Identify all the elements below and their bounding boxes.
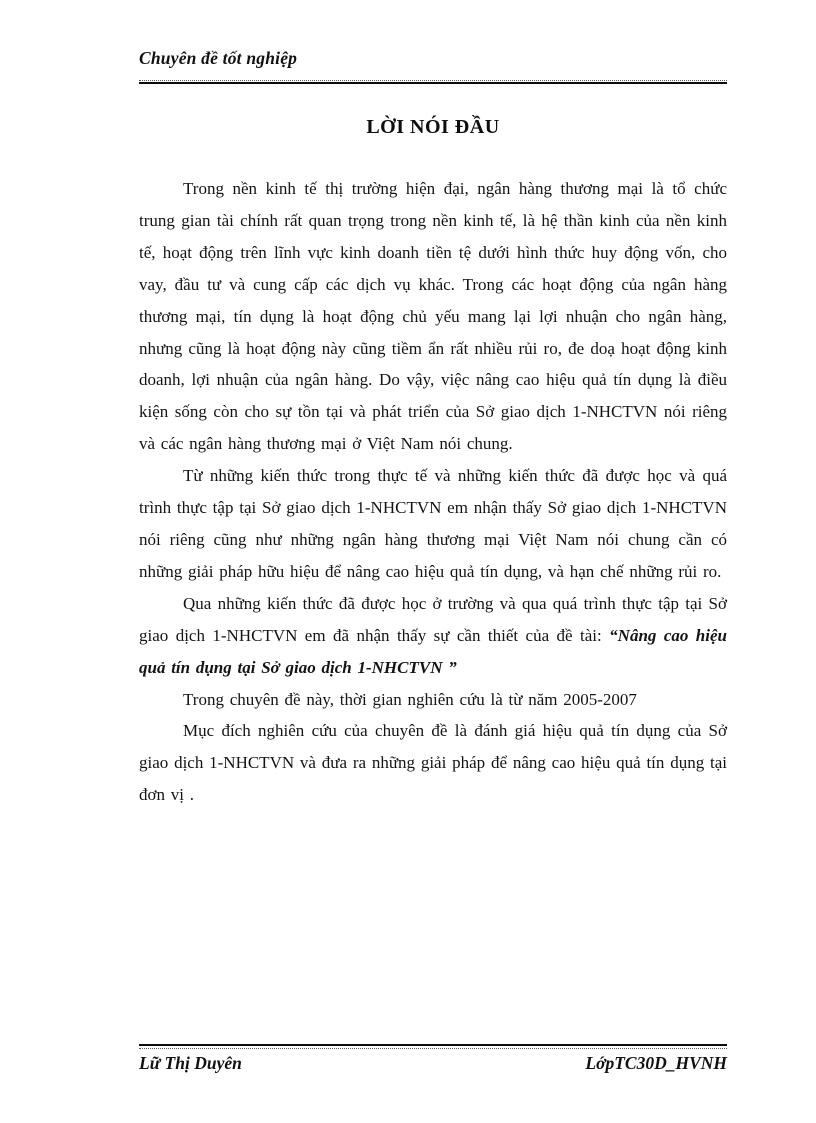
paragraph (139, 173, 727, 460)
paragraph-text: Qua những kiến thức đã được học ở trường và qua quá trình thực tập tại Sở giao dịch 1-NHCTVN em đã nhận thấy sự cần thiết của đề tài: (139, 593, 727, 645)
paragraph (139, 715, 727, 811)
header-rule (139, 80, 727, 84)
page-header (139, 48, 727, 84)
paragraph (139, 588, 727, 684)
document-title: LỜI NÓI ĐẦU (366, 116, 500, 138)
document-body (139, 173, 727, 811)
footer-author: Lữ Thị Duyên (139, 1053, 242, 1073)
paragraph-text: Trong nền kinh tế thị trường hiện đại, ngân hàng thương mại là tổ chức trung gian tài chính rất quan trọng trong nền kinh tế, là hệ thần kinh của nền kinh tế, hoạt động trên lĩnh vực kinh doanh tiền tệ dưới hình thức huy động vốn, cho vay, đầu tư và cung cấp các dịch vụ khác. Trong các hoạt động của ngân hàng thương mại, tín dụng là hoạt động chủ yếu mang lại lợi nhuận cho ngân hàng, nhưng cũng là hoạt động này cũng tiềm ẩn rất nhiều rủi ro, đe doạ hoạt động kinh doanh, lợi nhuận của ngân hàng. Do vậy, việc nâng cao hiệu quả tín dụng là điều kiện sống còn cho sự tồn tại và phát triển của Sở giao dịch 1-NHCTVN nói riêng và các ngân hàng thương mại ở Việt Nam nói chung. (139, 179, 727, 454)
footer-row (139, 1053, 727, 1074)
paragraph-text: Từ những kiến thức trong thực tế và những kiến thức đã được học và quá trình thực tập tại Sở giao dịch 1-NHCTVN em nhận thấy Sở giao dịch 1-NHCTVN nói riêng cũng như những ngân hàng thương mại Việt Nam nói chung cần có những giải pháp hữu hiệu để nâng cao hiệu quả tín dụng, và hạn chế những rủi ro. (139, 466, 727, 581)
paragraph (139, 460, 727, 588)
footer-class-label: LớpTC30D_HVNH (585, 1053, 727, 1073)
paragraph-text: Trong chuyên đề này, thời gian nghiên cứu là từ năm 2005-2007 (183, 689, 637, 709)
footer-rule (139, 1044, 727, 1049)
paragraph-text: Mục đích nghiên cứu của chuyên đề là đánh giá hiệu quả tín dụng của Sở giao dịch 1-NHCTVN và đưa ra những giải pháp để nâng cao hiệu quả tín dụng tại đơn vị . (139, 721, 727, 805)
page-footer (139, 1044, 727, 1074)
thesis-topic-emphasis: “Nâng cao hiệu quả tín dụng tại Sở giao dịch 1-NHCTVN ” (139, 625, 727, 677)
paragraph (139, 684, 727, 716)
header-title: Chuyên đề tốt nghiệp (139, 48, 298, 68)
